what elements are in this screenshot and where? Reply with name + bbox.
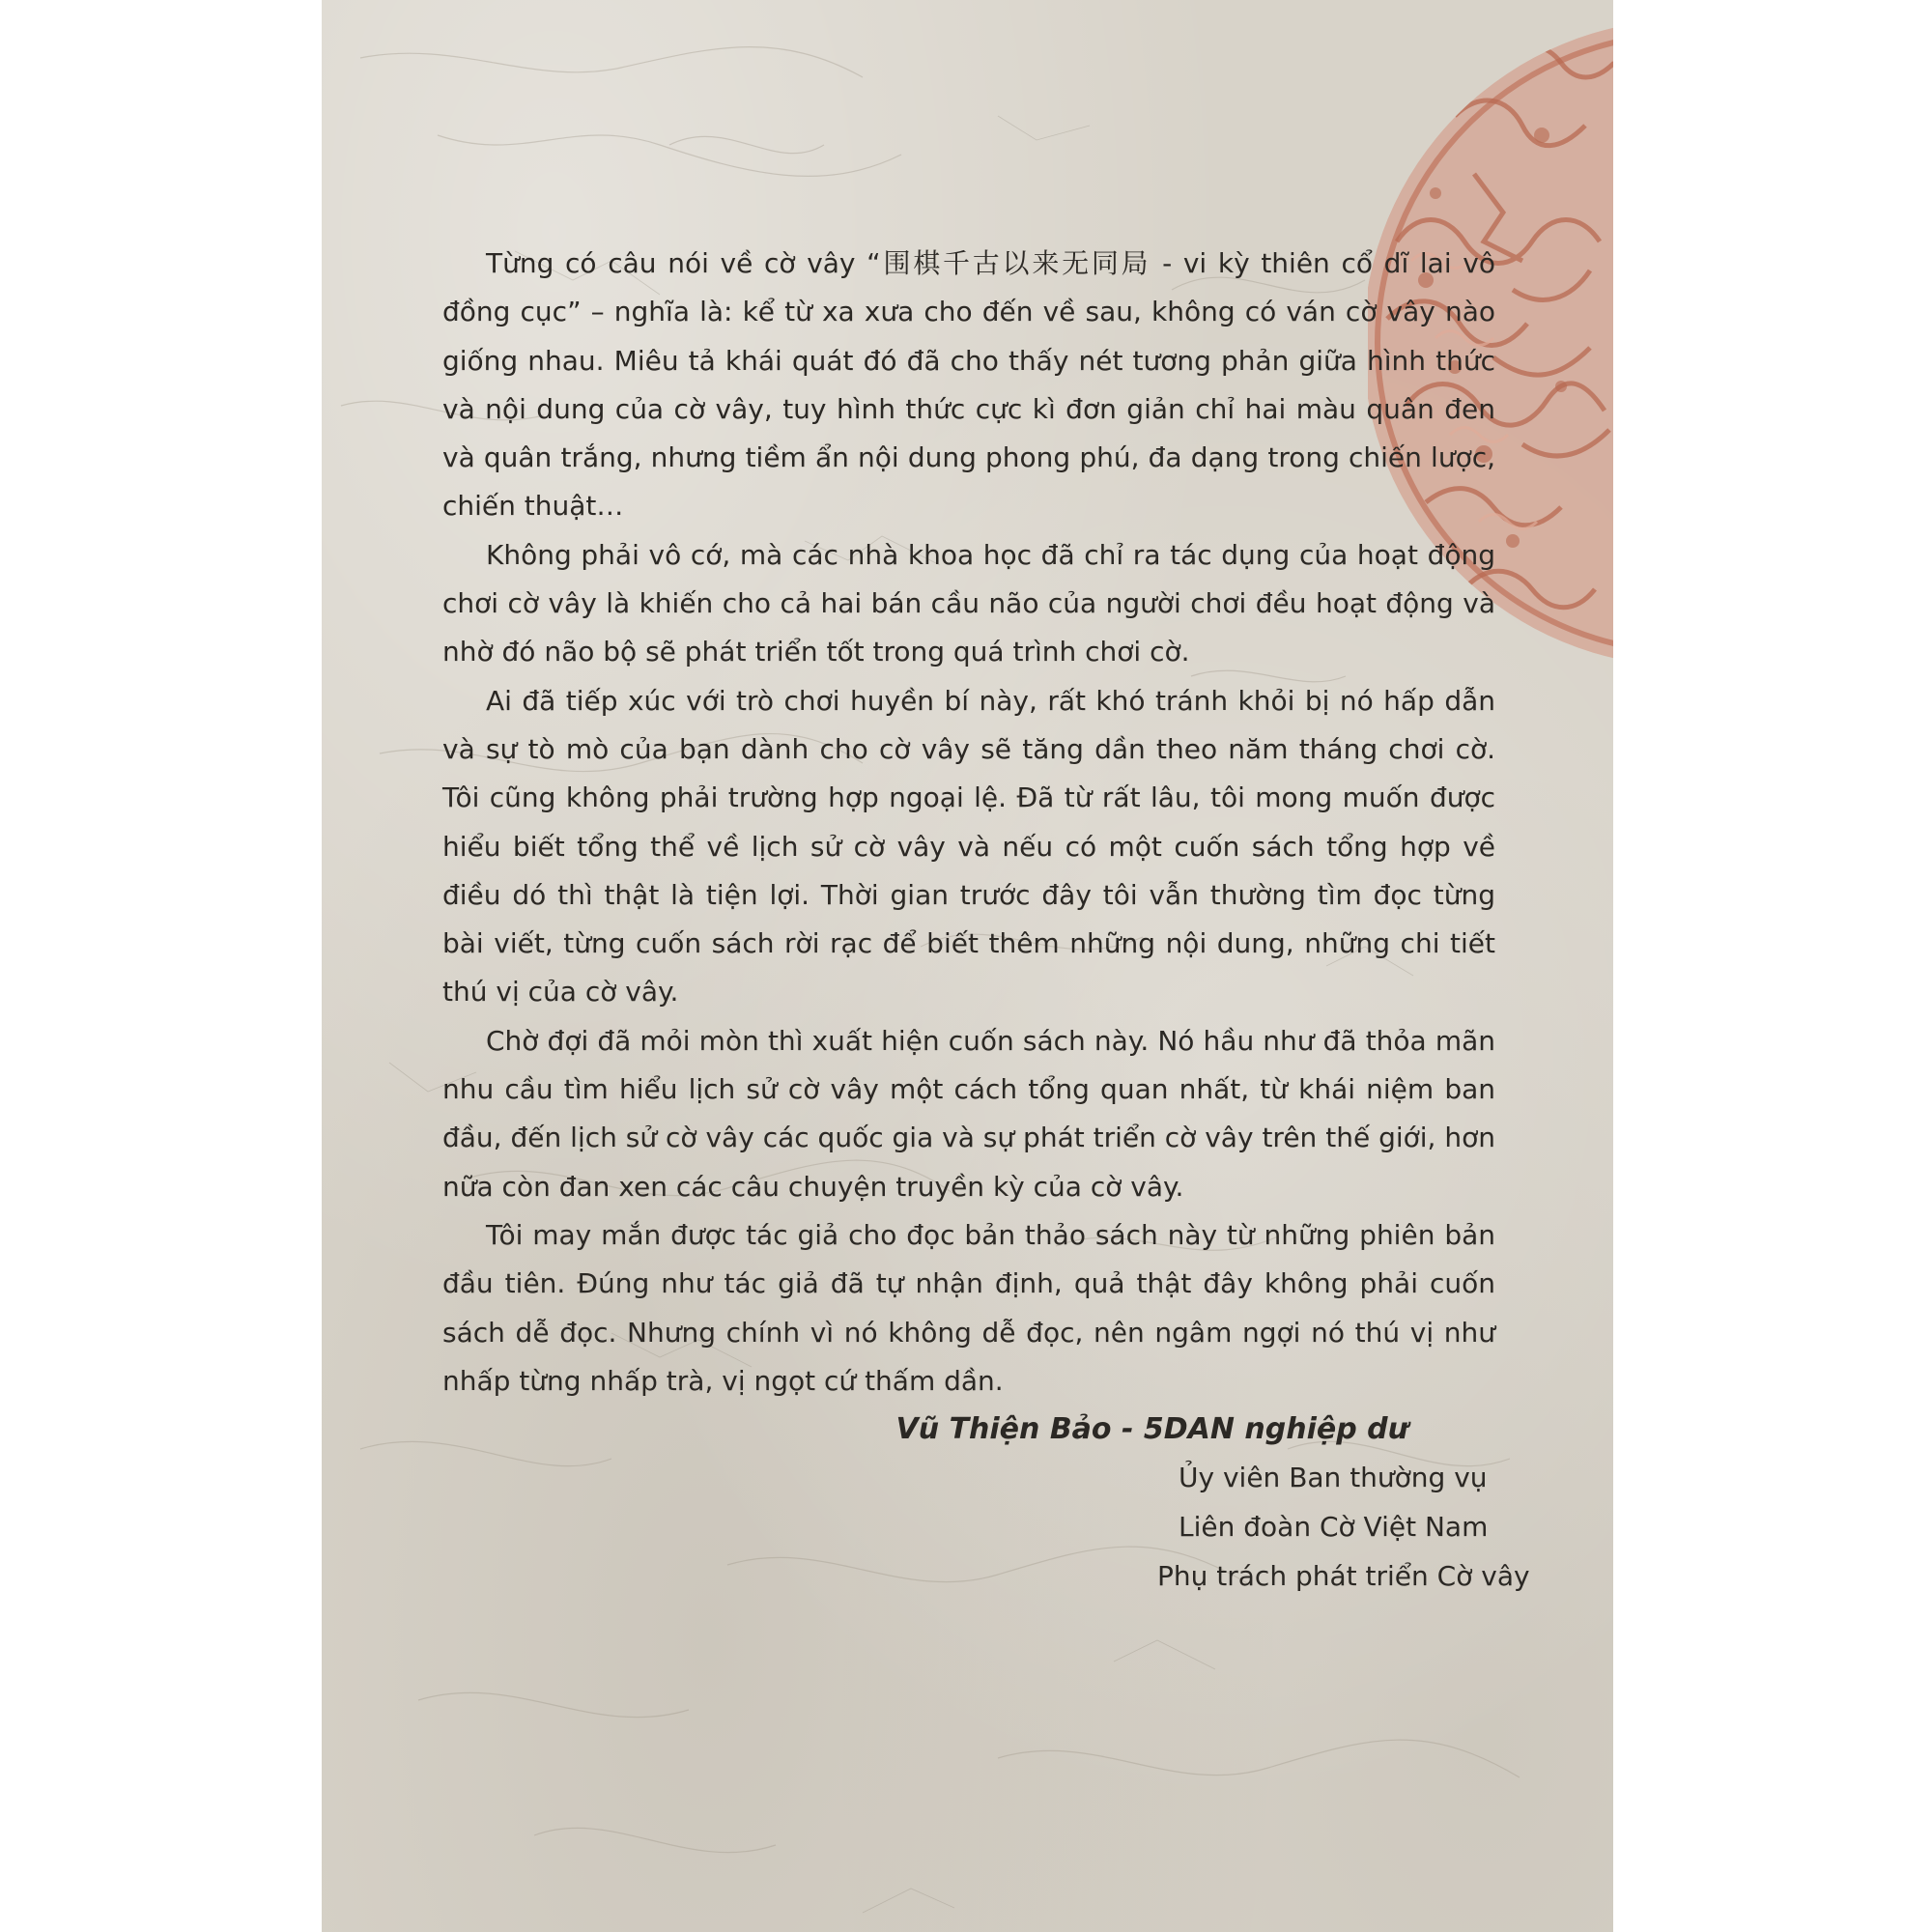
paragraph-4: Chờ đợi đã mỏi mòn thì xuất hiện cuốn sách này. Nó hầu như đã thỏa mãn nhu cầu tìm hiểu lịch sử cờ vây một cách tổng quan nhất, từ khái niệm ban đầu, đến lịch sử cờ vây các quốc gia và sự phát triển cờ vây trên thế giới, hơn nữa còn đan xen các câu chuyện truyền kỳ của cờ vây. (442, 1024, 1495, 1203)
paragraph-1: Từng có câu nói về cờ vây “围棋千古以来无同局 - vi kỳ thiên cổ dĩ lai vô đồng cục” – nghĩa là: kể từ xa xưa cho đến về sau, không có ván cờ vây nào giống nhau. Miêu tả khái quát đó đã cho thấy nét tương phản giữa hình thức và nội dung của cờ vây, tuy hình thức cực kì đơn giản chỉ hai màu quân đen và quân trắng, nhưng tiềm ẩn nội dung phong phú, đa dạng trong chiến lược, chiến thuật… (442, 247, 1495, 523)
author-title-line-2: Liên đoàn Cờ Việt Nam (1179, 1511, 1489, 1543)
author-title-line-3: Phụ trách phát triển Cờ vây (1157, 1560, 1530, 1592)
body-text (442, 240, 1495, 1406)
author-name: Vũ Thiện Bảo - 5DAN nghiệp dư (895, 1412, 1408, 1446)
paragraph-3: Ai đã tiếp xúc với trò chơi huyền bí này, rất khó tránh khỏi bị nó hấp dẫn và sự tò mò của bạn dành cho cờ vây sẽ tăng dần theo năm tháng chơi cờ. Tôi cũng không phải trường hợp ngoại lệ. Đã từ rất lâu, tôi mong muốn được hiểu biết tổng thể về lịch sử cờ vây và nếu có một cuốn sách tổng hợp về điều dó thì thật là tiện lợi. Thời gian trước đây tôi vẫn thường tìm đọc từng bài viết, từng cuốn sách rời rạc để biết thêm những nội dung, những chi tiết thú vị của cờ vây. (442, 684, 1495, 1009)
paragraph-5: Tôi may mắn được tác giả cho đọc bản thảo sách này từ những phiên bản đầu tiên. Đúng như tác giả đã tự nhận định, quả thật đây không phải cuốn sách dễ đọc. Nhưng chính vì nó không dễ đọc, nên ngâm ngợi nó thú vị như nhấp từng nhấp trà, vị ngọt cứ thấm dần. (442, 1218, 1495, 1397)
author-title-line-1: Ủy viên Ban thường vụ (1179, 1462, 1488, 1493)
book-page (322, 0, 1613, 1932)
paragraph-2: Không phải vô cớ, mà các nhà khoa học đã chỉ ra tác dụng của hoạt động chơi cờ vây là khiến cho cả hai bán cầu não của người chơi đều hoạt động và nhờ đó não bộ sẽ phát triển tốt trong quá trình chơi cờ. (442, 538, 1495, 668)
